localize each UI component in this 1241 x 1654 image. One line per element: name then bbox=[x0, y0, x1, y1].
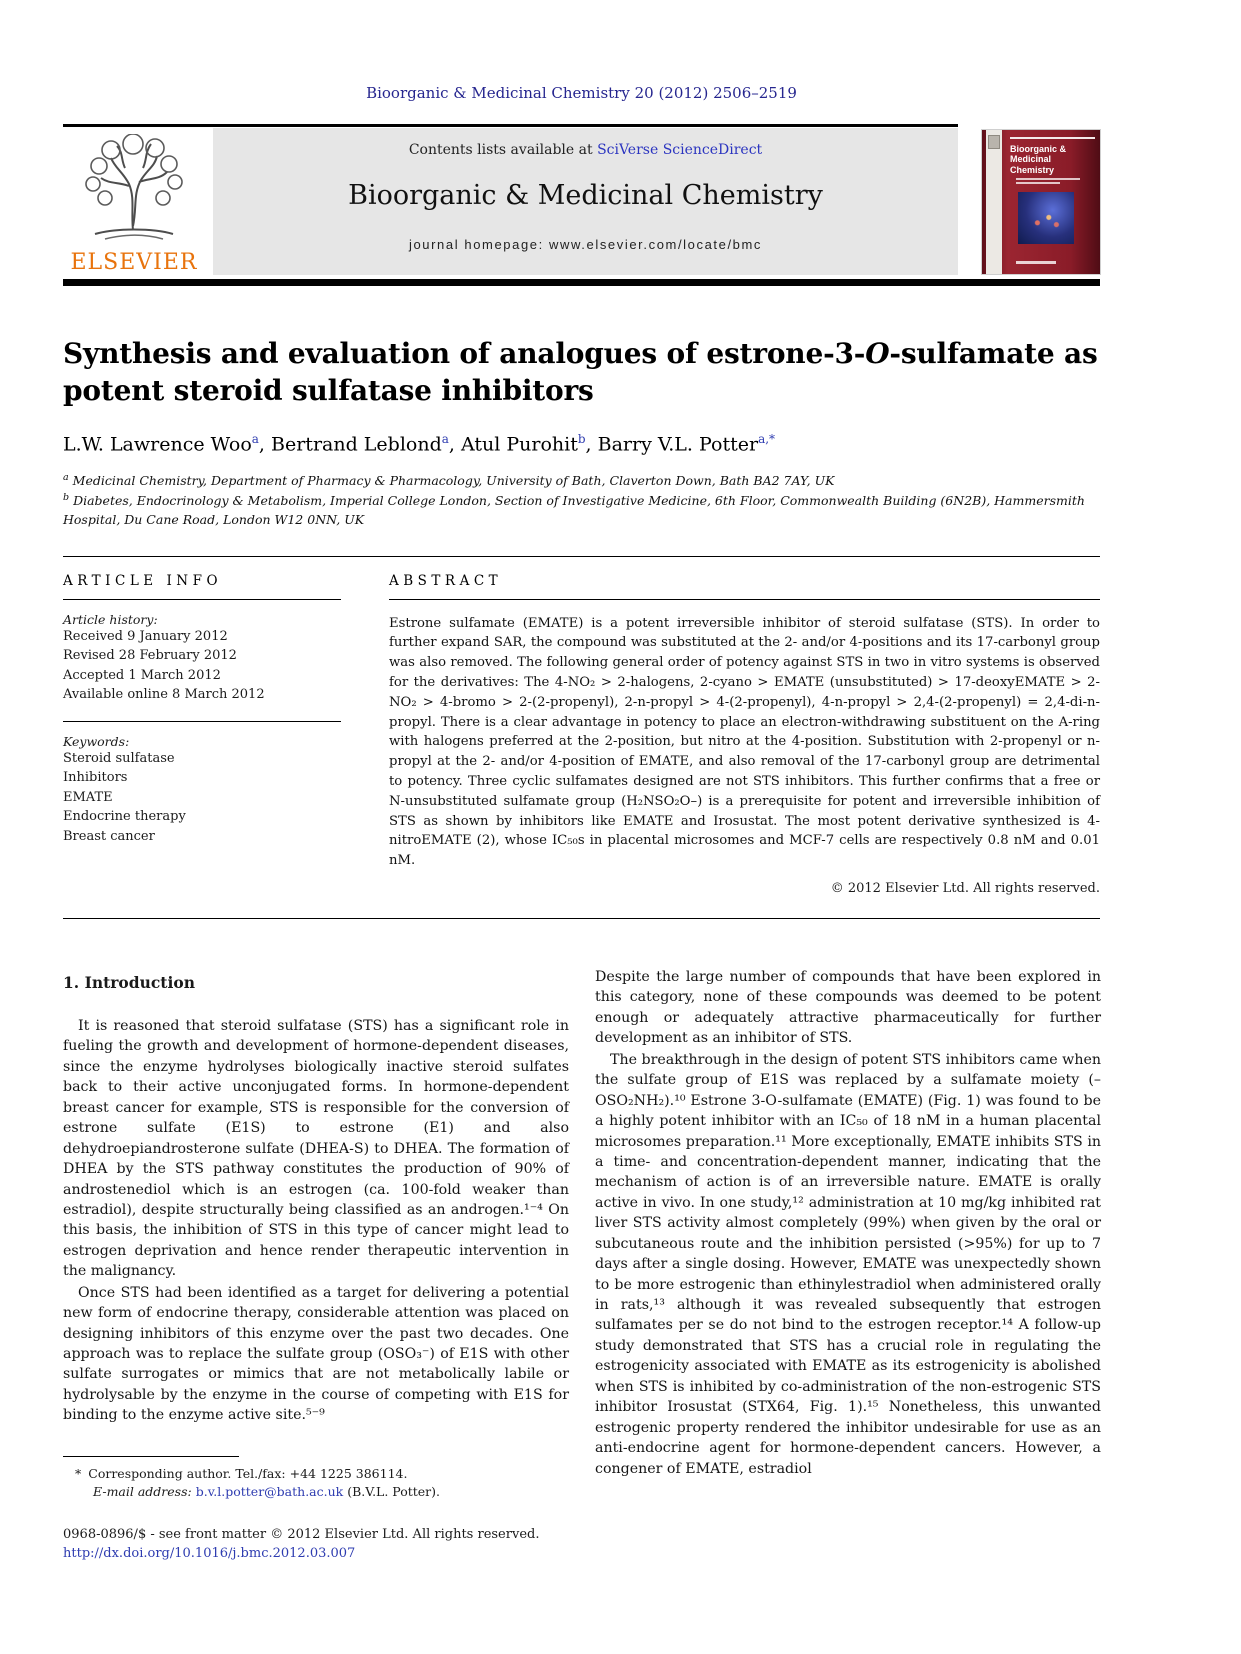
intro-paragraph: Despite the large number of compounds that have been explored in this category, none of these compounds was deemed to be potent enough or adequately attractive pharmaceutically for further development as an inhibitor of STS. bbox=[595, 969, 1101, 1047]
cover-top-line bbox=[1010, 137, 1095, 139]
affiliation-line bbox=[63, 491, 1100, 530]
sciencedirect-link[interactable]: SciVerse ScienceDirect bbox=[597, 142, 763, 158]
issn-line: 0968-0896/$ - see front matter © 2012 Elsevier Ltd. All rights reserved. bbox=[63, 1526, 540, 1542]
abstract-text: Estrone sulfamate (EMATE) is a potent irreversible inhibitor of steroid sulfatase (STS). In order to further expand SAR, the compound was substituted at the 2- and/or 4-positions and its 17-carbonyl group was also removed. The following general order of potency against STS in two in vitro systems is observed for the derivatives: The 4-NO₂ > 2-halogens, 2-cyano > EMATE (unsubstituted) > 17-deoxyEMATE > 2-NO₂ > 4-bromo > 2-(2-propenyl), 2-n-propyl > 4-(2-propenyl), 4-n-propyl > 2,4-(2-propenyl) = 2,4-di-n-propyl. There is a clear advantage in potency to place an electron-withdrawing substituent on the A-ring with halogens preferred at the 2-position, but nitro at the 4-position. Substitution with 2-propenyl or n-propyl at the 2- and/or 4-position of EMATE, and also removal of the 17-carbonyl group are detrimental to potency. Three cyclic sulfamates designed are not STS inhibitors. This further confirms that a free or N-unsubstituted sulfamate group (H₂NSO₂O–) is a prerequisite for potent and irreversible inhibition of STS as shown by inhibitors like EMATE and Irosustat. The most potent derivative synthesized is 4-nitroEMATE (2), whose IC₅₀s in placental microsomes and MCF-7 cells are respectively 0.8 nM and 0.01 nM. bbox=[389, 615, 1100, 869]
contents-line bbox=[223, 142, 948, 158]
footnote-text: Corresponding author. Tel./fax: +44 1225 386114. bbox=[88, 1465, 408, 1481]
author-affiliation-sup[interactable]: b bbox=[577, 431, 586, 446]
authors-line bbox=[63, 432, 1100, 455]
abstract-column bbox=[389, 573, 1100, 896]
intro-paragraph: It is reasoned that steroid sulfatase (STS) has a significant role in fueling the growth and development of hormone-dependent diseases, since the enzyme hydrolyses biologically inactive steroid sulfates back to their active unconjugated forms. In hormone-dependent breast cancer for example, STS is responsible for the conversion of estrone sulfate (E1S) to estrone (E1) and also dehydroepiandrosterone sulfate (DHEA-S) to DHEA. The formation of DHEA by the STS pathway constitutes the production of 90% of androstenediol which is an estrogen (ca. 100-fold weaker than estradiol), despite structurally being classified as an androgen.¹⁻⁴ On this basis, the inhibition of STS in this type of cancer might lead to estrogen deprivation and hence render therapeutic intervention in the malignancy. bbox=[63, 1018, 569, 1280]
doi-link[interactable]: http://dx.doi.org/10.1016/j.bmc.2012.03.007 bbox=[63, 1546, 356, 1562]
article-title-part1: Synthesis and evaluation of analogues of estrone-3- bbox=[63, 337, 866, 370]
author-separator: , bbox=[585, 433, 598, 456]
contents-prefix: Contents lists available at bbox=[408, 142, 598, 158]
journal-citation: Bioorganic & Medicinal Chemistry 20 (2012) 2506–2519 bbox=[366, 84, 797, 102]
body-columns bbox=[63, 967, 1100, 1564]
history-item: Revised 28 February 2012 bbox=[63, 648, 237, 664]
keyword-item: EMATE bbox=[63, 789, 113, 805]
keyword-item: Inhibitors bbox=[63, 770, 128, 786]
history-item: Received 9 January 2012 bbox=[63, 628, 228, 644]
email-label: E-mail address: bbox=[93, 1483, 192, 1499]
keyword-item: Steroid sulfatase bbox=[63, 750, 175, 766]
footnote-marker: * bbox=[75, 1465, 82, 1481]
footnote-block bbox=[63, 1456, 569, 1499]
history-item: Accepted 1 March 2012 bbox=[63, 667, 221, 683]
cover-artwork bbox=[1018, 192, 1074, 244]
journal-homepage-link[interactable]: journal homepage: www.elsevier.com/locate/bmc bbox=[408, 237, 763, 252]
keyword-item: Breast cancer bbox=[63, 828, 155, 844]
author-name: Atul Purohit bbox=[460, 433, 578, 456]
intro-paragraph: Once STS had been identified as a target for delivering a potential new form of endocrine therapy, considerable attention was placed on designing inhibitors of this enzyme over the past two decades. One approach was to replace the sulfate group (OSO₃⁻) of E1S with other sulfate surrogates or mimics that are not metabolically labile or hydrolysable by the enzyme in the course of competing with E1S for binding to the enzyme active site.⁵⁻⁹ bbox=[63, 1284, 569, 1424]
article-title-italic-o: O bbox=[865, 337, 890, 370]
affiliation-text: Medicinal Chemistry, Department of Pharmacy & Pharmacology, University of Bath, Claverton Down, Bath BA2 7AY, UK bbox=[72, 473, 835, 489]
author-name: Barry V.L. Potter bbox=[597, 433, 759, 456]
corresponding-author-note bbox=[63, 1466, 569, 1481]
info-abstract-block bbox=[63, 557, 1100, 896]
elsevier-wordmark: ELSEVIER bbox=[70, 250, 198, 275]
keyword-item: Endocrine therapy bbox=[63, 809, 186, 825]
article-title bbox=[63, 336, 1100, 410]
cover-subtitle-bar bbox=[1016, 178, 1080, 180]
banner-gray-box bbox=[213, 128, 958, 275]
info-block-bottom-rule bbox=[63, 918, 1100, 919]
imprint-block bbox=[63, 1525, 569, 1564]
affiliation-text: Diabetes, Endocrinology & Metabolism, Imperial College London, Section of Investigative Medicine, 6th Floor, Commonwealth Building (6N2B), Hammersmith Hospital, Du Cane Road, London W12 0NN, UK bbox=[63, 492, 1085, 528]
cover-subtitle-bar bbox=[1016, 182, 1060, 184]
journal-page bbox=[63, 0, 1100, 1564]
email-suffix: (B.V.L. Potter). bbox=[343, 1483, 440, 1499]
author-name: L.W. Lawrence Woo bbox=[63, 433, 252, 456]
cover-elsevier-mini-logo-icon bbox=[988, 135, 1000, 149]
email-line bbox=[63, 1484, 569, 1499]
author-affiliation-sup[interactable]: a,* bbox=[758, 431, 776, 446]
masthead-banner bbox=[63, 124, 1100, 286]
keywords-divider-rule bbox=[63, 721, 341, 722]
journal-title: Bioorganic & Medicinal Chemistry bbox=[348, 180, 823, 211]
article-info-column bbox=[63, 573, 341, 896]
footnote-rule bbox=[63, 1456, 239, 1457]
abstract-heading-rule bbox=[389, 599, 1100, 600]
journal-cover-thumbnail[interactable] bbox=[982, 130, 1100, 274]
affiliation-sup: b bbox=[63, 491, 70, 503]
article-info-heading-rule bbox=[63, 599, 341, 600]
banner-top-rule bbox=[63, 124, 958, 127]
left-column bbox=[63, 967, 569, 1564]
history-item: Available online 8 March 2012 bbox=[63, 687, 265, 703]
author-affiliation-sup[interactable]: a bbox=[441, 431, 449, 446]
section-1-heading: 1. Introduction bbox=[63, 973, 195, 993]
email-link[interactable]: b.v.l.potter@bath.ac.uk bbox=[195, 1483, 344, 1499]
abstract-heading: ABSTRACT bbox=[389, 572, 503, 589]
cover-spine bbox=[986, 130, 1002, 274]
article-title-part2: -sulfamate as potent steroid sulfatase inhibitors bbox=[63, 337, 1098, 407]
keywords-label: Keywords: bbox=[63, 733, 130, 749]
affiliation-sup: a bbox=[63, 472, 69, 484]
cover-title: Bioorganic & Medicinal Chemistry bbox=[1010, 144, 1067, 175]
author-affiliation-sup[interactable]: a bbox=[251, 431, 259, 446]
right-column bbox=[595, 967, 1101, 1564]
intro-paragraph: The breakthrough in the design of potent STS inhibitors came when the sulfate group of E1S was replaced by a sulfamate moiety (–OSO₂NH₂).¹⁰ Estrone 3-O-sulfamate (EMATE) (Fig. 1) was found to be a highly potent inhibitor with an IC₅₀ of 18 nM in a human placental microsomes preparation.¹¹ More exceptionally, EMATE inhibits STS in a time- and concentration-dependent manner, indicating that the mechanism of action is of an irreversible nature. EMATE is orally active in vivo. In one study,¹² administration at 10 mg/kg inhibited rat liver STS activity almost completely (99%) when given by the oral or subcutaneous route and the inhibition persisted (>95%) for up to 7 days after a single dosing. However, EMATE was unexpectedly shown to be more estrogenic than ethinylestradiol when administered orally in rats,¹³ although it was revealed subsequently that estrogen sulfamates per se do not bind to the estrogen receptor.¹⁴ A follow-up study demonstrated that STS has a crucial role in regulating the estrogenicity associated with EMATE as its estrogenicity is abolished when STS is inhibited by co-administration of the non-estrogenic STS inhibitor Irosustat (STX64, Fig. 1).¹⁵ Nonetheless, this unwanted estrogenic property rendered the inhibitor undesirable for use as an anti-endocrine agent for hormone-dependent cancers. However, a congener of EMATE, estradiol bbox=[595, 1051, 1101, 1477]
author-separator: , bbox=[258, 433, 272, 456]
author-name: Bertrand Leblond bbox=[271, 433, 442, 456]
copyright-line: © 2012 Elsevier Ltd. All rights reserved. bbox=[830, 881, 1100, 897]
author-separator: , bbox=[448, 433, 461, 456]
article-info-heading: ARTICLE INFO bbox=[63, 572, 223, 589]
elsevier-logo bbox=[63, 128, 213, 275]
article-history-label: Article history: bbox=[63, 611, 158, 627]
cover-footer-bar bbox=[1016, 261, 1056, 264]
affiliations bbox=[63, 471, 1100, 529]
elsevier-tree-icon bbox=[75, 229, 193, 248]
banner-bottom-rule bbox=[63, 279, 1100, 286]
affiliation-line bbox=[63, 471, 1100, 491]
